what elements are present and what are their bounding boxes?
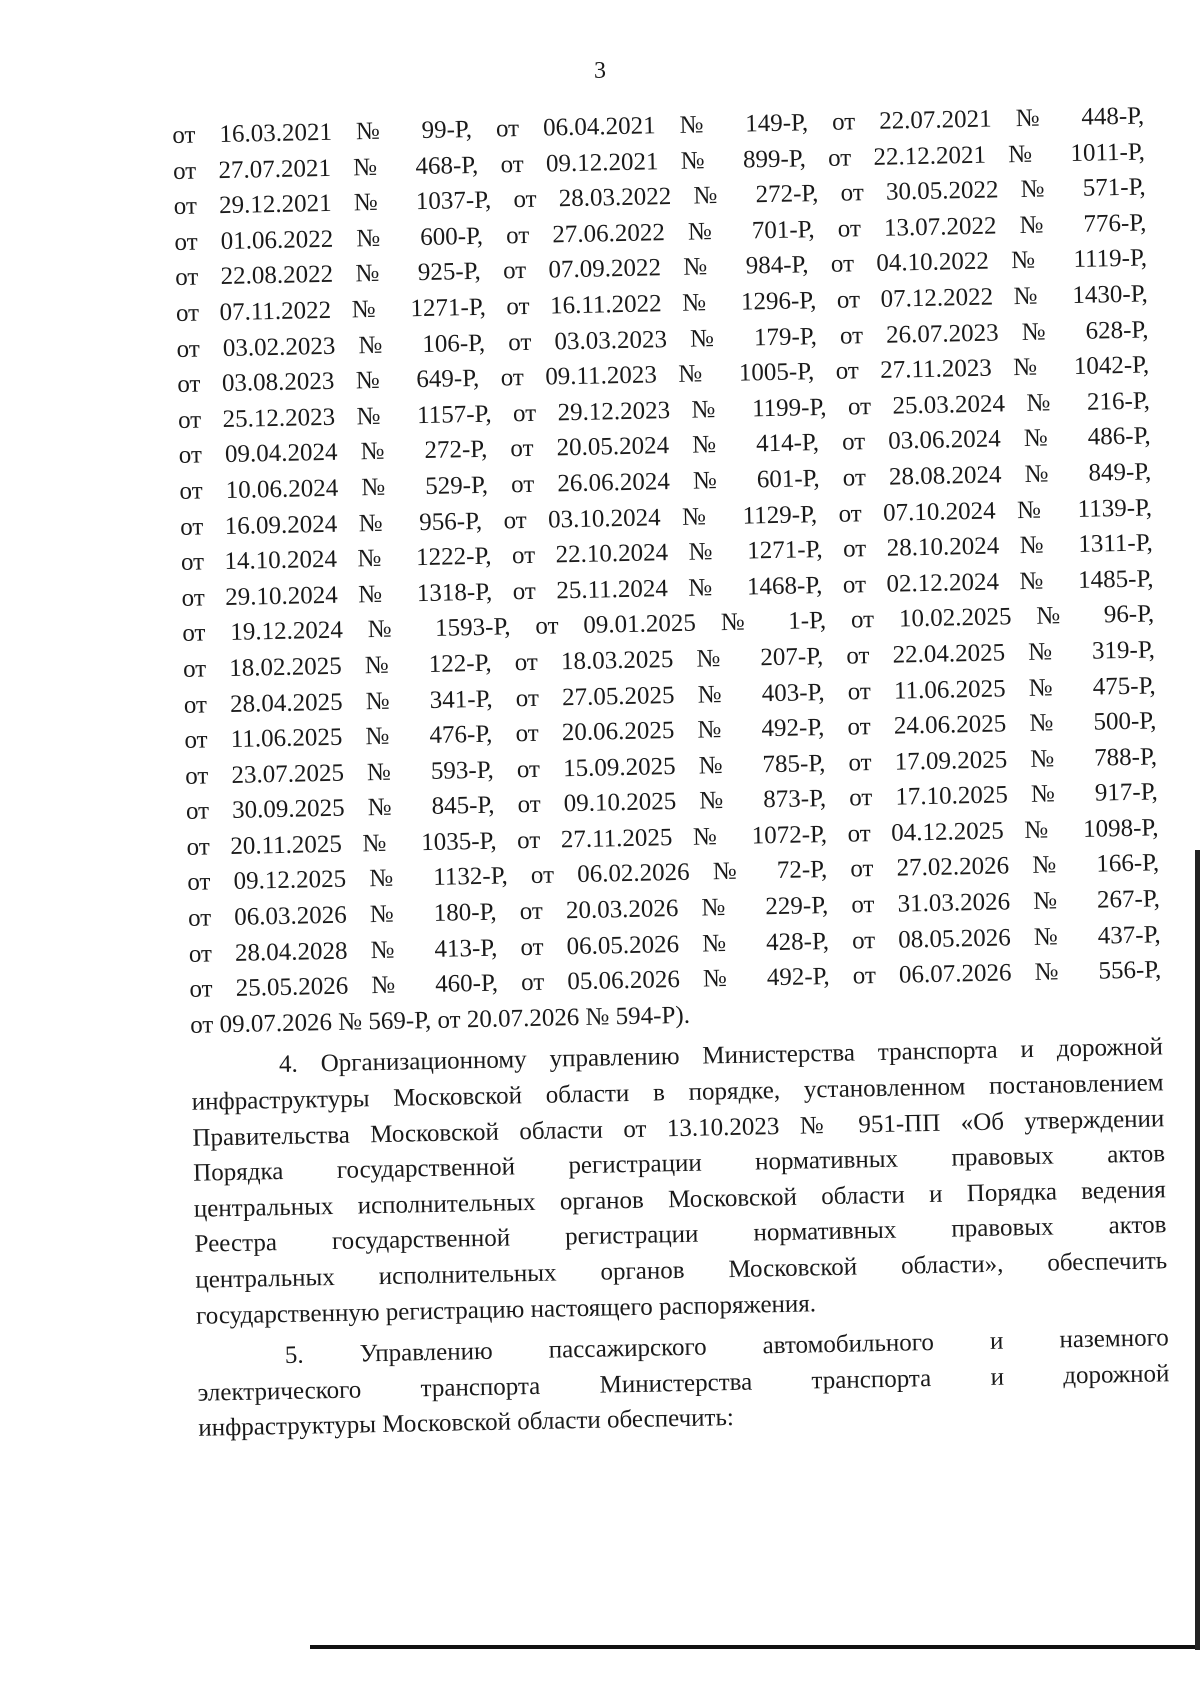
document-body: [172, 98, 1170, 1446]
amendment-list-line: от 01.06.2022 № 600-Р, от 27.06.2022 № 701-Р, от 13.07.2022 № 776-Р,: [174, 209, 1147, 256]
paragraph-5-line: 5. Управлению пассажирского автомобильного и наземного: [284, 1324, 1169, 1370]
amendment-list-line: от 30.09.2025 № 845-Р, от 09.10.2025 № 873-Р, от 17.10.2025 № 917-Р,: [185, 778, 1158, 826]
amendment-list-line: от 19.12.2024 № 1593-Р, от 09.01.2025 № 1-Р, от 10.02.2025 № 96-Р,: [182, 600, 1155, 648]
amendment-list-line: от 09.12.2025 № 1132-Р, от 06.02.2026 № 72-Р, от 27.02.2026 № 166-Р,: [187, 849, 1160, 897]
page-number: 3: [594, 58, 606, 84]
amendment-list-line: от 09.04.2024 № 272-Р, от 20.05.2024 № 414-Р, от 03.06.2024 № 486-Р,: [178, 422, 1151, 470]
amendment-list-line: от 25.05.2026 № 460-Р, от 05.06.2026 № 492-Р, от 06.07.2026 № 556-Р,: [189, 956, 1162, 1004]
paragraph-4-line: центральных исполнительных органов Московской области и Порядка ведения: [193, 1176, 1166, 1223]
amendment-list-line: от 09.07.2026 № 569-Р, от 20.07.2026 № 594-Р).: [189, 1001, 691, 1039]
amendment-list-line: от 29.10.2024 № 1318-Р, от 25.11.2024 № 1468-Р, от 02.12.2024 № 1485-Р,: [181, 565, 1154, 612]
amendment-list-line: от 29.12.2021 № 1037-Р, от 28.03.2022 № 272-Р, от 30.05.2022 № 571-Р,: [173, 173, 1146, 221]
paragraph-4-line: Правительства Московской области от 13.10.2023 № 951-ПП «Об утверждении: [192, 1104, 1165, 1152]
paragraph-4-line: Реестра государственной регистрации нормативных правовых актов: [194, 1211, 1167, 1259]
amendment-list-line: от 18.02.2025 № 122-Р, от 18.03.2025 № 207-Р, от 22.04.2025 № 319-Р,: [182, 636, 1156, 683]
amendment-list-line: от 28.04.2025 № 341-Р, от 27.05.2025 № 403-Р, от 11.06.2025 № 475-Р,: [183, 671, 1156, 719]
amendment-list-line: от 16.09.2024 № 956-Р, от 03.10.2024 № 1129-Р, от 07.10.2024 № 1139-Р,: [179, 493, 1153, 541]
amendment-list-line: от 11.06.2025 № 476-Р, от 20.06.2025 № 492-Р, от 24.06.2025 № 500-Р,: [184, 707, 1157, 754]
scan-bottom-edge: [310, 1645, 1200, 1649]
amendment-list-line: от 22.08.2022 № 925-Р, от 07.09.2022 № 984-Р, от 04.10.2022 № 1119-Р,: [174, 244, 1148, 292]
paragraph-4-line: Порядка государственной регистрации нормативных правовых актов: [192, 1140, 1166, 1188]
amendment-list-line: от 03.08.2023 № 649-Р, от 09.11.2023 № 1005-Р, от 27.11.2023 № 1042-Р,: [177, 351, 1150, 399]
amendment-list-line: от 14.10.2024 № 1222-Р, от 22.10.2024 № 1271-Р, от 28.10.2024 № 1311-Р,: [180, 529, 1153, 577]
amendment-list-line: от 03.02.2023 № 106-Р, от 03.03.2023 № 179-Р, от 26.07.2023 № 628-Р,: [176, 316, 1149, 363]
scan-right-edge: [1195, 850, 1200, 1650]
paragraph-5-line: инфраструктуры Московской области обеспечить:: [198, 1404, 735, 1443]
amendment-list: [172, 98, 1162, 1043]
paragraph-5-line: электрического транспорта Министерства транспорта и дорожной: [197, 1360, 1170, 1407]
paragraph-4-line: государственную регистрацию настоящего распоряжения.: [195, 1289, 817, 1330]
paragraph-4-line: центральных исполнительных органов Московской области», обеспечить: [195, 1247, 1168, 1294]
amendment-list-line: от 28.04.2028 № 413-Р, от 06.05.2026 № 428-Р, от 08.05.2026 № 437-Р,: [188, 920, 1161, 968]
amendment-list-line: от 06.03.2026 № 180-Р, от 20.03.2026 № 229-Р, от 31.03.2026 № 267-Р,: [187, 885, 1161, 932]
paragraph-4-line: инфраструктуры Московской области в порядке, установленном постановлением: [191, 1069, 1164, 1116]
amendment-list-line: от 10.06.2024 № 529-Р, от 26.06.2024 № 601-Р, от 28.08.2024 № 849-Р,: [179, 458, 1152, 505]
paragraph-5: [197, 1320, 1171, 1446]
amendment-list-line: от 07.11.2022 № 1271-Р, от 16.11.2022 № 1296-Р, от 07.12.2022 № 1430-Р,: [175, 280, 1148, 327]
amendment-list-line: от 27.07.2021 № 468-Р, от 09.12.2021 № 899-Р, от 22.12.2021 № 1011-Р,: [172, 138, 1146, 185]
paragraph-4: [191, 1030, 1169, 1334]
paragraph-4-line: 4. Организационному управлению Министерства транспорта и дорожной: [278, 1033, 1164, 1079]
amendment-list-line: от 20.11.2025 № 1035-Р, от 27.11.2025 № 1072-Р, от 04.12.2025 № 1098-Р,: [186, 814, 1159, 861]
amendment-list-line: от 23.07.2025 № 593-Р, от 15.09.2025 № 785-Р, от 17.09.2025 № 788-Р,: [184, 743, 1158, 790]
amendment-list-line: от 16.03.2021 № 99-Р, от 06.04.2021 № 149-Р, от 22.07.2021 № 448-Р,: [172, 102, 1145, 149]
amendment-list-line: от 25.12.2023 № 1157-Р, от 29.12.2023 № 1199-Р, от 25.03.2024 № 216-Р,: [177, 387, 1151, 434]
